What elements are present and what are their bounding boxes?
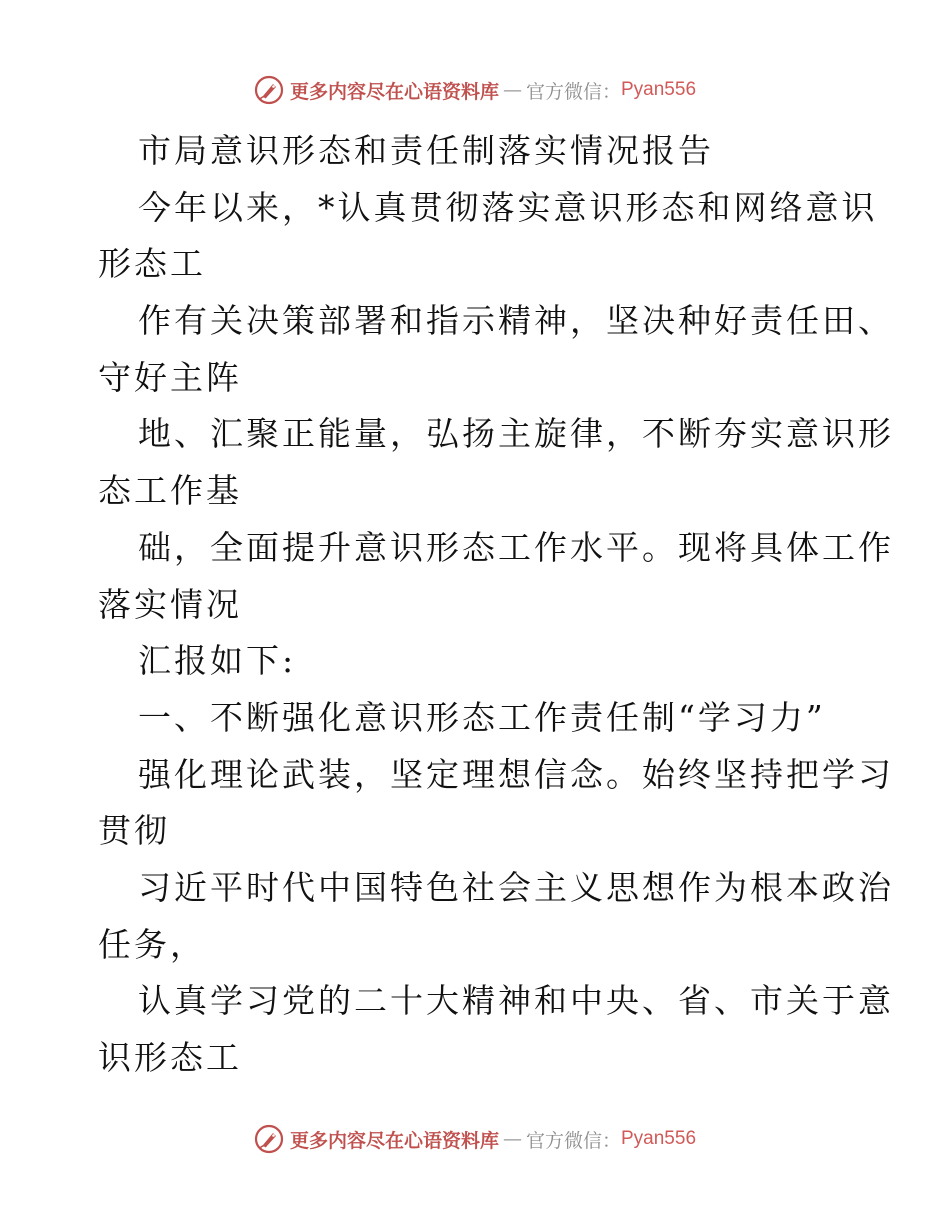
footer-banner xyxy=(0,1121,950,1157)
paragraph-line: 习近平时代中国特色社会主义思想作为根本政治 xyxy=(138,867,894,907)
paragraph-line: 落实情况 xyxy=(98,584,242,624)
pen-nib-logo-icon xyxy=(254,1124,284,1154)
paragraph-line: 贯彻 xyxy=(98,811,170,851)
paragraph-line: 形态工 xyxy=(98,244,206,284)
banner-official-label: 官方微信： xyxy=(525,1129,621,1152)
banner-official-label: 官方微信： xyxy=(525,80,621,103)
paragraph-line: 汇报如下: xyxy=(138,641,297,681)
paragraph-line: 地、汇聚正能量，弘扬主旋律，不断夯实意识形 xyxy=(138,414,894,454)
paragraph-line: 础，全面提升意识形态工作水平。现将具体工作 xyxy=(138,527,894,567)
paragraph-line: 作有关决策部署和指示精神，坚决种好责任田、 xyxy=(138,301,894,341)
banner-wechat-id: Pyan556 xyxy=(621,1128,697,1149)
banner-separator: — xyxy=(502,1128,522,1150)
header-banner xyxy=(0,72,950,108)
banner-wechat-id: Pyan556 xyxy=(621,79,697,100)
paragraph-line: 强化理论武装，坚定理想信念。始终坚持把学习 xyxy=(138,754,894,794)
pen-nib-logo-icon xyxy=(254,75,284,105)
paragraph-line: 任务， xyxy=(98,924,206,964)
document-body xyxy=(98,123,894,1087)
section-heading: 一、不断强化意识形态工作责任制“学习力” xyxy=(138,697,826,737)
paragraph-line: 今年以来，*认真贯彻落实意识形态和网络意识 xyxy=(138,187,878,227)
banner-separator: — xyxy=(502,79,522,101)
paragraph-line: 守好主阵 xyxy=(98,357,242,397)
banner-main-text: 更多内容尽在心语资料库 xyxy=(289,1129,499,1152)
banner-main-text: 更多内容尽在心语资料库 xyxy=(289,80,499,103)
paragraph-line: 态工作基 xyxy=(98,471,242,511)
paragraph-line: 认真学习党的二十大精神和中央、省、市关于意 xyxy=(138,981,894,1021)
paragraph-line: 识形态工 xyxy=(98,1038,242,1077)
document-title: 市局意识形态和责任制落实情况报告 xyxy=(138,131,714,170)
